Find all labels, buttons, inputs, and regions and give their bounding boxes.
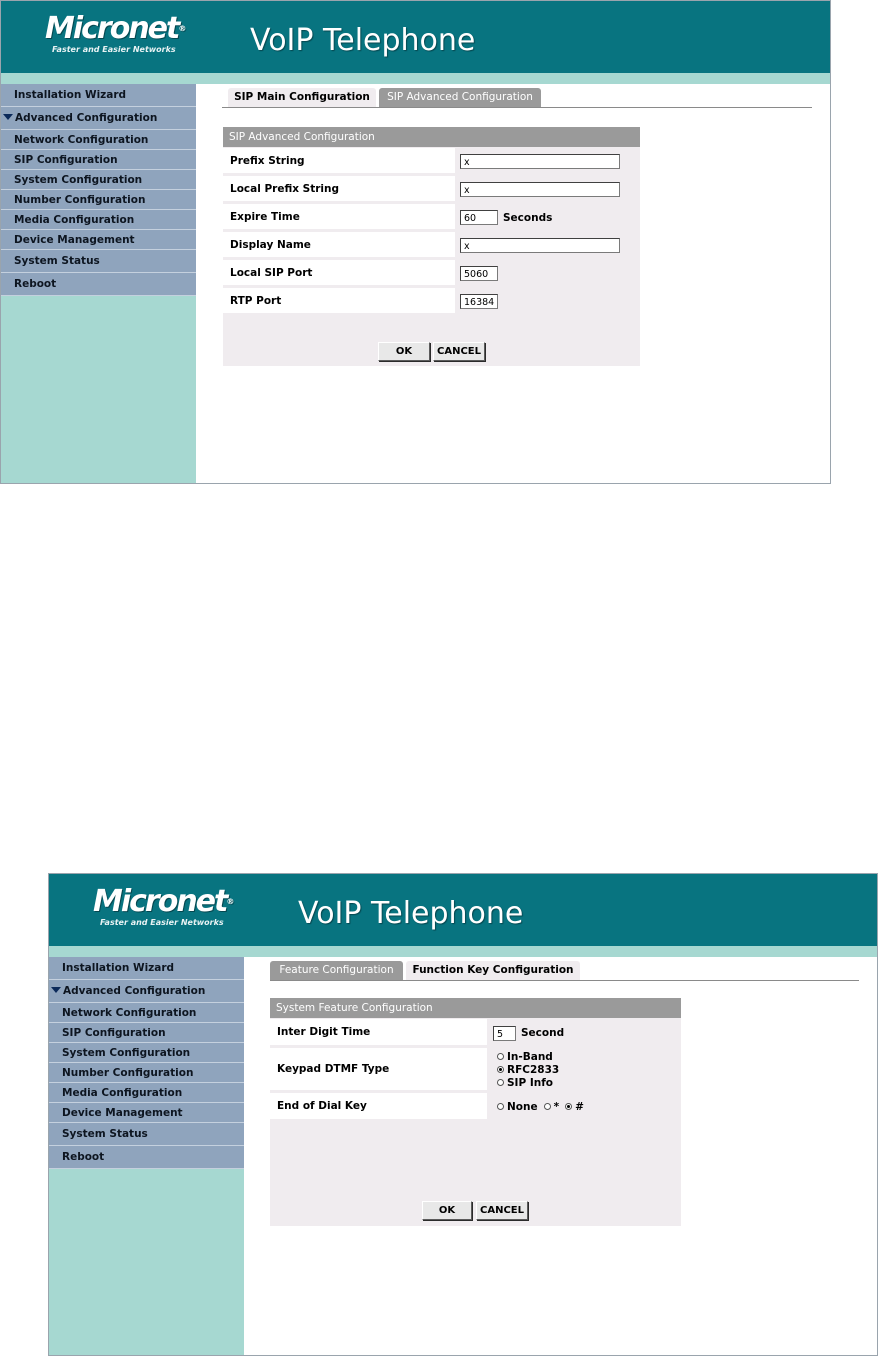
sidebar-item-advanced-configuration[interactable] [49,980,244,1003]
system-feature-panel [270,998,681,1226]
sidebar-item-system-status[interactable]: System Status [49,1123,244,1146]
end-key-option-hash[interactable] [565,1101,584,1113]
sidebar-item-device-management[interactable]: Device Management [1,230,196,250]
logo-tagline: Faster and Easier Networks [100,918,224,927]
field-label: Display Name [223,232,455,257]
inter-digit-time-unit: Second [521,1027,565,1039]
field-label: Prefix String [223,148,455,173]
field-value-cell [460,204,552,231]
sidebar-item-reboot[interactable]: Reboot [49,1146,244,1169]
end-key-radio-group [497,1093,584,1121]
ok-button[interactable]: OK [378,342,430,361]
form-row-prefix-string [223,148,640,175]
sidebar-item-media-configuration[interactable]: Media Configuration [49,1083,244,1103]
sidebar-item-system-status[interactable]: System Status [1,250,196,273]
expire-time-unit: Seconds [503,211,553,224]
form-row-inter-digit-time [270,1019,681,1047]
dtmf-option-sip-info[interactable] [497,1077,553,1089]
main-content [244,957,877,1355]
display-name-input[interactable]: x [460,238,620,253]
header-strip [49,946,877,957]
radio-label: None [507,1101,538,1113]
sidebar-item-sip-configuration[interactable]: SIP Configuration [49,1023,244,1043]
dtmf-option-inband[interactable] [497,1051,553,1063]
sidebar-item-reboot[interactable]: Reboot [1,273,196,296]
form-row-end-of-dial-key [270,1093,681,1121]
sidebar-item-system-configuration[interactable]: System Configuration [49,1043,244,1063]
tab-sip-main-configuration[interactable]: SIP Main Configuration [228,88,376,107]
logo-text: Micronet [45,11,179,46]
screenshot-feature-configuration [48,873,878,1356]
ok-button[interactable]: OK [422,1201,472,1220]
form-row-expire-time [223,204,640,231]
radio-label: SIP Info [507,1077,553,1089]
dtmf-option-rfc2833[interactable] [497,1064,559,1076]
tab-feature-configuration[interactable]: Feature Configuration [270,961,403,980]
form-row-local-sip-port [223,260,640,287]
sidebar-item-advanced-configuration[interactable] [1,107,196,130]
logo-registered-mark: ® [226,897,235,906]
tab-function-key-configuration[interactable]: Function Key Configuration [406,961,580,980]
radio-unselected-icon [497,1053,504,1060]
logo-tagline: Faster and Easier Networks [52,45,176,54]
micronet-logo[interactable] [45,13,205,63]
product-title: VoIP Telephone [250,23,476,58]
field-label: Local Prefix String [223,176,455,201]
field-label: Expire Time [223,204,455,229]
panel-title: System Feature Configuration [270,998,681,1018]
rtp-port-input[interactable]: 16384 [460,294,498,309]
header-bar [1,1,830,73]
field-label: Inter Digit Time [270,1019,487,1045]
micronet-logo[interactable] [93,886,253,936]
expire-time-input[interactable]: 60 [460,210,498,225]
field-label: End of Dial Key [270,1093,487,1119]
field-value-cell [460,232,620,259]
radio-unselected-icon [497,1079,504,1086]
sidebar-item-number-configuration[interactable]: Number Configuration [49,1063,244,1083]
radio-label: In-Band [507,1051,553,1063]
prefix-string-input[interactable]: x [460,154,620,169]
radio-label: RFC2833 [507,1064,560,1076]
field-label: Keypad DTMF Type [270,1048,487,1090]
sidebar [1,84,196,483]
screenshot-sip-advanced [0,0,831,484]
sidebar-item-number-configuration[interactable]: Number Configuration [1,190,196,210]
form-row-display-name [223,232,640,259]
expand-triangle-icon [3,114,13,120]
end-key-option-none[interactable] [497,1101,538,1113]
field-value-cell [460,288,498,315]
expand-triangle-icon [51,987,61,993]
sidebar-item-device-management[interactable]: Device Management [49,1103,244,1123]
field-value-cell [460,176,620,203]
sidebar-item-label: Advanced Configuration [15,112,158,124]
local-sip-port-input[interactable]: 5060 [460,266,498,281]
radio-label: * [553,1101,560,1113]
sip-advanced-panel [223,127,640,366]
logo-registered-mark: ® [178,24,187,33]
sidebar-item-network-configuration[interactable]: Network Configuration [49,1003,244,1023]
panel-title: SIP Advanced Configuration [223,127,640,147]
radio-selected-icon [497,1066,504,1073]
field-label: Local SIP Port [223,260,455,285]
form-row-local-prefix-string [223,176,640,203]
logo-text: Micronet [93,884,227,919]
local-prefix-string-input[interactable]: x [460,182,620,197]
sidebar-item-network-configuration[interactable]: Network Configuration [1,130,196,150]
sidebar-item-installation-wizard[interactable]: Installation Wizard [49,957,244,980]
cancel-button[interactable]: CANCEL [433,342,485,361]
radio-unselected-icon [544,1103,551,1110]
sidebar-item-label: Advanced Configuration [63,985,206,997]
field-value-cell [460,148,620,175]
header-bar [49,874,877,946]
form-row-keypad-dtmf-type [270,1048,681,1092]
radio-unselected-icon [497,1103,504,1110]
inter-digit-time-input[interactable]: 5 [493,1026,516,1041]
tab-bar [222,88,812,108]
cancel-button[interactable]: CANCEL [476,1201,528,1220]
main-content [196,84,830,483]
form-row-rtp-port [223,288,640,315]
end-key-option-star[interactable] [544,1101,560,1113]
sidebar-item-media-configuration[interactable]: Media Configuration [1,210,196,230]
tab-sip-advanced-configuration[interactable]: SIP Advanced Configuration [379,88,541,107]
sidebar [49,957,244,1355]
tab-bar [270,961,859,981]
dtmf-radio-group [497,1048,559,1092]
radio-selected-icon [565,1103,572,1110]
product-title: VoIP Telephone [298,896,524,931]
sidebar-item-sip-configuration[interactable]: SIP Configuration [1,150,196,170]
sidebar-item-system-configuration[interactable]: System Configuration [1,170,196,190]
header-strip [1,73,830,84]
field-value-cell [460,260,498,287]
field-label: RTP Port [223,288,455,313]
radio-label: # [575,1101,584,1113]
sidebar-item-installation-wizard[interactable]: Installation Wizard [1,84,196,107]
field-value-cell [493,1019,564,1047]
